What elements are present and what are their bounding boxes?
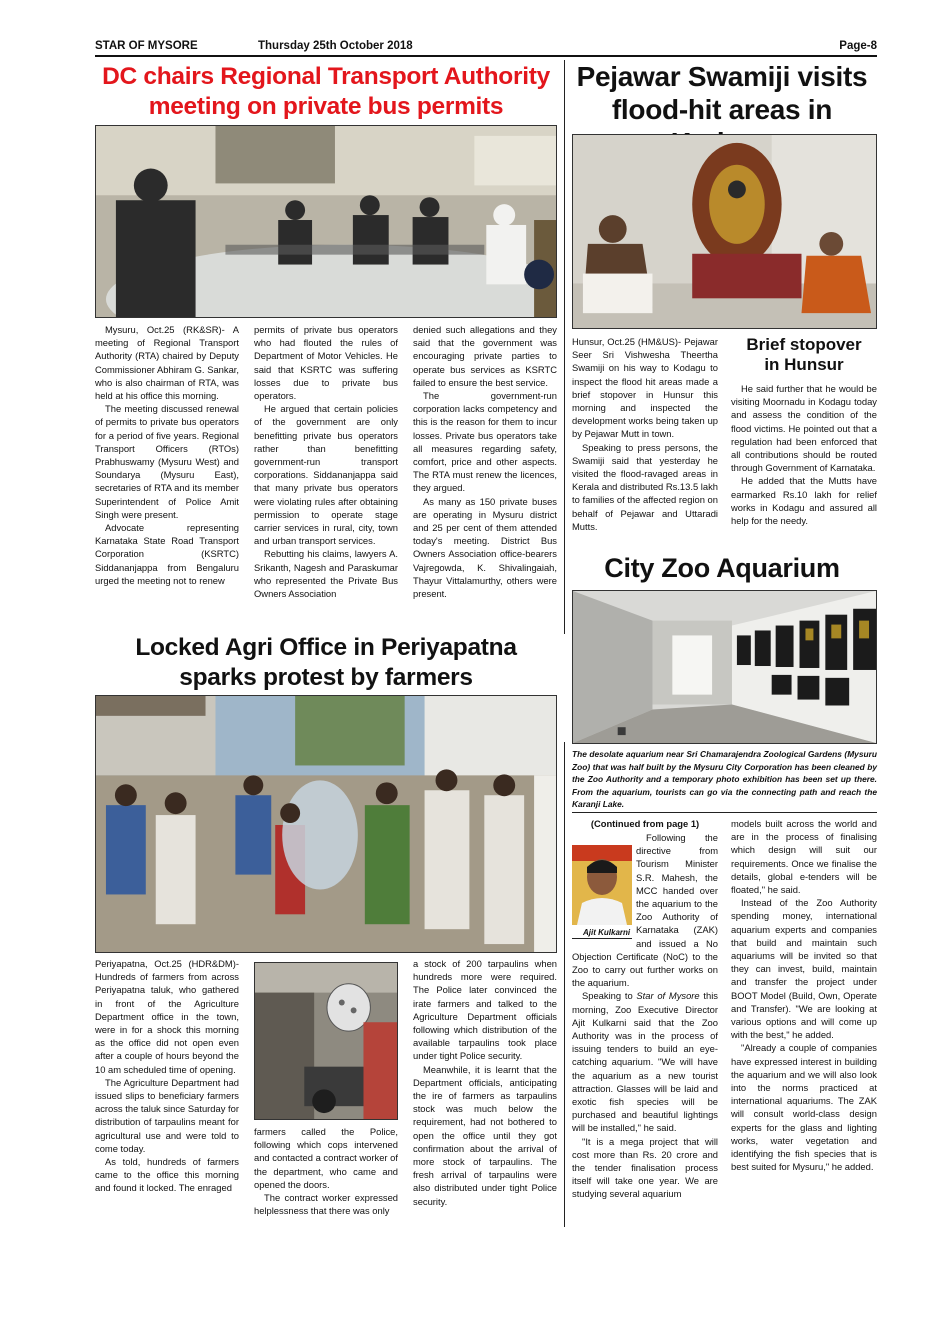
agri-col2-para: farmers called the Police, following which cops intervened and contacted a contract worker of the department, who came and opened the doors. <box>254 1126 398 1190</box>
agri-column-1 <box>95 957 239 1195</box>
pejawar-col1-para: Speaking to press persons, the Swamiji said that yesterday he visited the flood-ravaged areas in Kerala and distributed Rs.13.5 lakh to families of the affected region on behalf of Pejawar and Uttaradi Mutts. <box>572 441 718 532</box>
rta-headline-line1: DC chairs Regional Transport Authority <box>102 63 550 90</box>
agri-col1-para: The Agriculture Department had issued slips to beneficiary farmers across the taluk since Saturday for distribution of tarpaulins meant for agricultural use and were told to come today. <box>95 1076 239 1154</box>
rta-col2-para: permits of private bus operators who had flouted the rules of Department of Motor Vehicles. He said that KSRTC was suffering losses due to private bus operators. <box>254 324 398 402</box>
pejawar-headline-line1: Pejawar Swamiji visits <box>576 61 868 92</box>
pejawar-subhead-line1: Brief stopover <box>746 335 862 354</box>
zoo-col1-span: this morning, Zoo Executive Director Ajit Kulkarni said that the Zoo Authority was in the process of issuing tenders to build an eye-catching aquarium. "We will have the aquarium as a new tourist attraction. Glasses will be laid and exotic fish species will be purchased and beautiful lightings will be installed," he said. <box>572 990 718 1134</box>
zoo-column-1 <box>572 831 718 1201</box>
rta-headline <box>92 62 560 122</box>
zoo-caption-rule <box>572 812 877 813</box>
rta-col1-para: Advocate representing Karnataka State Road Transport Corporation (KSRTC) Siddananjappa from Bengaluru urged the meeting not to renew <box>95 522 239 586</box>
agri-col1-para: As told, hundreds of farmers came to the office this morning and found it locked. The enraged <box>95 1156 239 1194</box>
agri-headline-line2: sparks protest by farmers <box>179 664 473 691</box>
masthead-paper-name: STAR OF MYSORE <box>95 40 198 52</box>
zoo-col1-italic: Star of Mysore <box>636 990 700 1002</box>
rta-col2-para: He argued that certain policies of the government are only benefitting private bus operators rather than benefitting government-run transport corporations. Siddananjappa said that many private bus operators were violating rules after obtaining permission to operate stage carrier services in rural, city, town and urban transport services. <box>254 403 398 547</box>
column-divider <box>564 60 565 634</box>
rta-headline-line2: meeting on private bus permits <box>148 93 504 120</box>
rta-column-2 <box>254 323 398 600</box>
ajit-kulkarni-label: Ajit Kulkarni <box>583 928 631 937</box>
rta-col3-para: denied such allegations and they said that the government was encouraging private parties to operate bus services as KSRTC failed to ensure the best service. <box>413 324 557 388</box>
zoo-col1-para <box>572 989 718 1134</box>
farmers-protest-photo <box>95 695 557 953</box>
pejawar-subhead-line2: in Hunsur <box>764 355 844 374</box>
agri-headline-line1: Locked Agri Office in Periyapatna <box>135 634 517 661</box>
zoo-col1-span: Speaking to <box>582 990 637 1002</box>
column-divider <box>564 742 565 1227</box>
rta-meeting-photo <box>95 125 557 318</box>
pejawar-headline-line2: flood-hit areas in <box>611 94 833 125</box>
agri-column-3 <box>413 957 557 1208</box>
pejawar-puja-photo <box>572 134 877 329</box>
masthead-page-number: Page-8 <box>839 40 877 52</box>
agri-col1-para: Periyapatna, Oct.25 (HDR&DM)- Hundreds of farmers from across Periyapatna taluk, who gathered in front of the Agriculture Department office in the town, were in for a shock this morning as the office did not open even after a couple of hours beyond the 10 am scheduled time of opening. <box>95 958 239 1075</box>
rta-col2-para: Rebutting his claims, lawyers A. Srikanth, Nagesh and Paraskumar who represented the Private Bus Owners Association <box>254 548 398 600</box>
zoo-photo-caption: The desolate aquarium near Sri Chamarajendra Zoological Gardens (Mysuru Zoo) that was half built by the Mysuru City Corporation has been cleaned by the Zoo Authority and a temporary photo exhibition has been set up there. From the aquarium, tourists can go via the connecting path and reach the Karanji Lake. <box>572 749 877 810</box>
zoo-headline: City Zoo Aquarium <box>604 553 840 583</box>
agri-col3-para: Meanwhile, it is learnt that the Department officials, anticipating the ire of farmers as tarpaulins stock was much below the requirement, had not bothered to open the office until they got confirmation about the arrival of more stock of tarpaulins. The fresh arrival of tarpaulins were also distributed under tight Police security. <box>413 1063 557 1207</box>
pejawar-column-2 <box>731 382 877 527</box>
rta-col3-para: As many as 150 private buses are operating in Mysuru district and 25 per cent of them attended today's meeting. District Bus Owners Association office-bearers Vajregowda, K. Shivalingaiah, Thayur Vittalamurthy, others were present. <box>413 495 557 600</box>
agri-col3-para: a stock of 200 tarpaulins when hundreds more were required. The Police later convinced the irate farmers and talked to the Agriculture Department officials following which distribution of the available tarpaulins took place under tight Police security. <box>413 958 557 1062</box>
rta-col1-para: The meeting discussed renewal of permits to private bus operators for a period of five years. Regional Transport Officers (RTOs) Prabhuswamy (Mysuru West) and Soundarya (Mysuru East), secretaries of RTA and its member Superintendent of Police Amit Singh were present. <box>95 403 239 520</box>
zoo-continued-label: (Continued from page 1) <box>590 818 700 829</box>
zoo-column-2 <box>731 817 877 1173</box>
zoo-col2-para: models built across the world and are in the process of finalising which design will suit our requirements. Once we finalise the details, global e-tenders will be floated," he said. <box>731 818 877 896</box>
zoo-aquarium-photo <box>572 590 877 744</box>
pejawar-subhead <box>731 335 877 375</box>
pejawar-col2-para: He said further that he would be visiting Moornadu in Kodagu today and assess the condition of the flood victims. He pointed out that a regulation had been enforced that all contributions should be routed through Government of Karnataka. <box>731 383 877 474</box>
rta-column-1 <box>95 323 239 587</box>
masthead-date: Thursday 25th October 2018 <box>258 40 413 52</box>
rta-col3-para: The government-run corporation lacks competency and this is the reason for them to incur losses. Private bus operators take all measures regarding safety, comfort, price and other aspects. The RTA must renew the licences, they argued. <box>413 390 557 494</box>
agri-col2-para: The contract worker expressed helplessness that there was only <box>254 1192 398 1217</box>
zoo-col1-para: Following the directive from Tourism Minister S.R. Mahesh, the MCC handed over the aquarium to the Zoo Authority of Karnataka (ZAK) and issued a No Objection Certificate (NoC) to the Zoo to carry out further works on the aquarium. <box>572 832 718 989</box>
agri-column-2 <box>254 1125 398 1217</box>
inset-wrap-spacer <box>572 831 636 939</box>
rta-col1-para: Mysuru, Oct.25 (RK&SR)- A meeting of Regional Transport Authority (RTA) chaired by Deputy Commissioner Abhiram G. Sankar, who is also chairman of RTA, was held at his office this morning. <box>95 324 239 402</box>
agri-headline <box>92 633 560 693</box>
pejawar-col1-para: Hunsur, Oct.25 (HM&US)- Pejawar Seer Sri Vishwesha Theertha Swamiji on his way to Kodagu to inspect the flood hit areas made a brief stopover in Hunsur this morning and inspected the development works being taken up by Pejawar Mutt in town. <box>572 336 718 440</box>
masthead-rule <box>95 55 877 57</box>
rta-column-3 <box>413 323 557 600</box>
zoo-col2-para: "Already a couple of companies have expressed interest in building the aquarium and we will also look into the norms practiced at international aquariums. The ZAK will consult world-class design experts for the glass and lighting works, water vegetation and identifying the fish species that is best suited for Mysuru," he added. <box>731 1042 877 1173</box>
locked-office-photo <box>254 962 398 1120</box>
pejawar-col2-para: He added that the Mutts have earmarked Rs.10 lakh for relief works in Kodagu and assured all help for the needy. <box>731 475 877 527</box>
zoo-col1-para: "It is a mega project that will cost more than Rs. 20 crore and the tender finalisation process itself will take one year. We are studying several aquarium <box>572 1135 718 1200</box>
pejawar-column-1 <box>572 335 718 533</box>
zoo-col2-para: Instead of the Zoo Authority spending money, international aquarium experts and companies that build and maintain such aquariums will be invited so that they can invest, build, maintain and transfer the project under BOOT Model (Build, Own, Operate and Transfer). "We are looking at various options and will come up with the best," he added. <box>731 897 877 1041</box>
